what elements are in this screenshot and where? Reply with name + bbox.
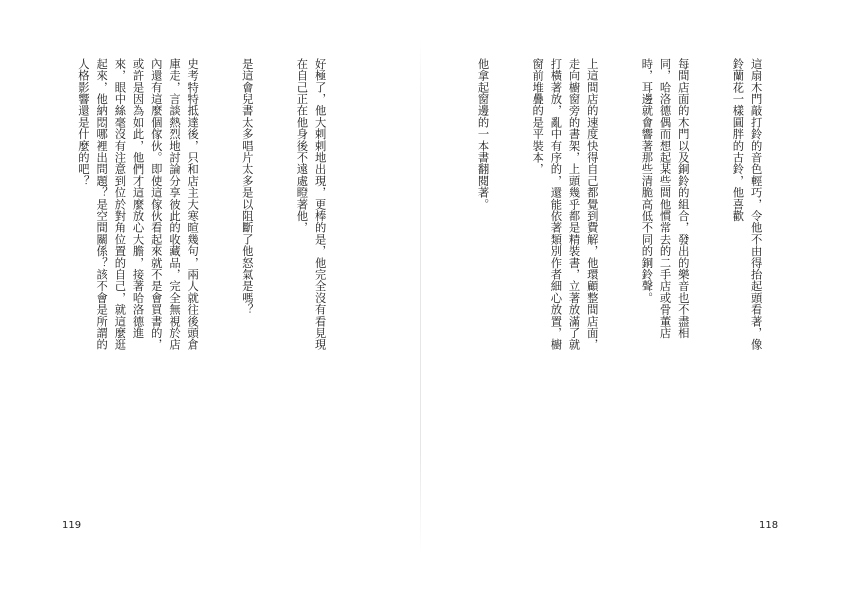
- left-page-text: [61, 58, 365, 358]
- paragraph: 他拿起窗邊的一本書翻閱著。: [476, 58, 490, 211]
- page-number-left: 119: [62, 520, 82, 531]
- paragraph: 這扇木門敲打鈴的音色輕巧，令他不由得抬起頭看著，像鈴蘭花一樣圓胖的古鈴，他喜歡: [731, 58, 763, 351]
- paragraph: 好極了，他大剌剌地出現，更棒的是，他完全沒有看見現在自己正在他身後不遠處瞪著他，: [295, 58, 327, 351]
- right-page: [421, 0, 842, 595]
- paragraph: 每間店面的木門以及銅鈴的組合，發出的樂音也不盡相同，哈洛德偶而想起某些間他慣常去的二手店或骨董店時，耳邊就會響著那些清脆高低不同的銅鈴聲。: [640, 58, 690, 339]
- paragraph: 上這間店的速度快得自己都覺到費解，他環顧整間店面，走向櫥窗旁的書架，上頭幾乎都是精裝書，立著放滿了就打橫著放，亂中有序的，還能依著類別作者細心放置，櫥窗前堆疊的是平裝本，: [531, 58, 599, 351]
- paragraph: 史考特特抵達後，只和店主大寒暄幾句，兩人就往後頭倉庫走，言談熱烈地討論分享彼此的收藏品，完全無視於店內還有這麼個傢伙。即使這傢伙看起來就不是會買書的，或許是因為如此，他們才這麼放心大膽，接著哈洛德進來，眼中絲毫沒有注意到位於對角位置的自己，就這麼逛起來，他納悶哪裡出問題？是空間關係？該不會是所謂的人格影響還是什麼的吧？: [76, 58, 200, 351]
- right-page-text: [456, 58, 801, 358]
- paragraph: 是這會兒書太多唱片太多是以阻斷了他怒氣是嗎？: [240, 58, 254, 316]
- page-number-right: 118: [759, 520, 779, 531]
